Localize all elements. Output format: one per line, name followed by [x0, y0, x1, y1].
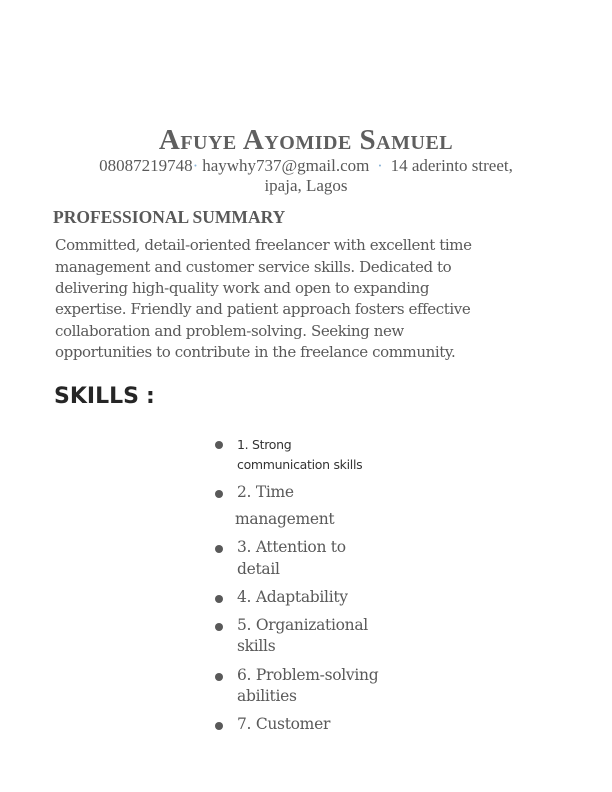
bullet-icon [215, 722, 223, 730]
skill-item: 6. Problem-solving [237, 666, 379, 684]
bullet-icon [215, 595, 223, 603]
separator: · [192, 156, 199, 175]
skills-heading: SKILLS [54, 384, 139, 409]
summary-line: expertise. Friendly and patient approach fosters effective [55, 300, 471, 318]
bullet-icon [215, 545, 223, 553]
bullet-icon [215, 441, 223, 449]
skill-item: 2. Time [237, 483, 294, 501]
email: haywhy737@gmail.com [202, 156, 370, 175]
skill-item: skills [237, 637, 276, 655]
skill-item: 7. Customer [237, 715, 331, 733]
separator: · [377, 156, 383, 175]
address-line-1: 14 aderinto street, [390, 156, 513, 175]
skill-item: 4. Adaptability [237, 588, 348, 606]
bullet-icon [215, 623, 223, 631]
skills-colon: : [146, 384, 155, 409]
summary-line: collaboration and problem-solving. Seeking new [55, 322, 404, 340]
skill-item: abilities [237, 687, 297, 705]
phone: 08087219748 [99, 156, 193, 175]
bullet-icon [215, 673, 223, 681]
skill-item: 5. Organizational [237, 616, 368, 634]
bullet-icon [215, 490, 223, 498]
skill-item: 3. Attention to [237, 538, 346, 556]
skill-item: communication skills [237, 457, 363, 472]
summary-heading: PROFESSIONAL SUMMARY [53, 207, 286, 227]
skill-item: management [235, 510, 335, 528]
summary-line: management and customer service skills. Dedicated to [55, 258, 452, 276]
contact-line [0, 156, 612, 176]
address-line-2: ipaja, Lagos [264, 176, 348, 195]
candidate-name: Afuye Ayomide Samuel [158, 124, 454, 156]
summary-line: Committed, detail-oriented freelancer with excellent time [55, 236, 472, 254]
summary-line: delivering high-quality work and open to expanding [55, 279, 430, 297]
skill-item: detail [237, 560, 280, 578]
summary-line: opportunities to contribute in the freelance community. [55, 343, 456, 361]
skill-item: 1. Strong [237, 437, 292, 452]
